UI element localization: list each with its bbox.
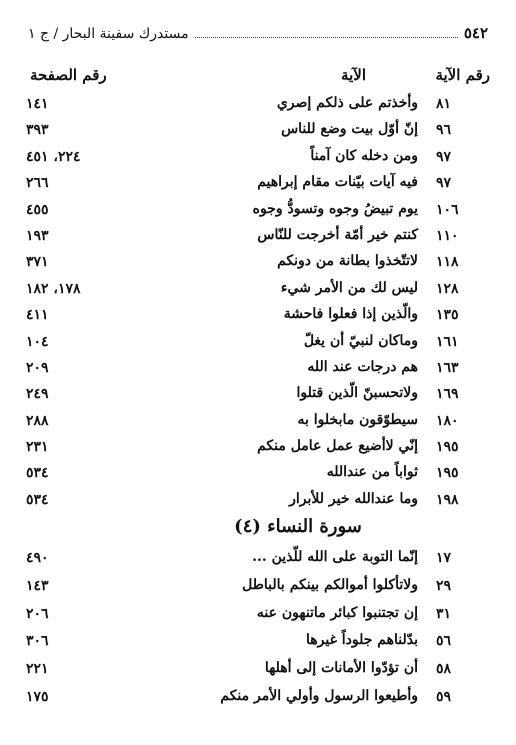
index-row	[26, 435, 490, 461]
aya-number: ٩٧	[436, 175, 452, 192]
index-row	[26, 546, 490, 574]
index-row	[26, 224, 490, 250]
index-row	[26, 488, 490, 514]
aya-number: ١١٨	[436, 254, 459, 271]
aya-header: الآية	[341, 66, 366, 84]
aya-text: أن تؤدّوا الأمانات إلى أهلها	[264, 660, 418, 677]
aya-text: ومن دخله كان آمناً	[310, 147, 418, 164]
page-references: ٢٨٨	[26, 412, 49, 429]
page-references: ١٧٨، ١٨٢	[26, 280, 81, 297]
aya-text: ليس لك من الأمر شيء	[280, 279, 418, 296]
page-references: ٢٣١	[26, 439, 49, 456]
index-row	[26, 198, 490, 224]
dotted-leader	[195, 25, 458, 38]
aya-number: ٨١	[436, 96, 452, 112]
aya-number: ١٢٨	[436, 280, 459, 297]
page-references: ١٤١	[26, 96, 49, 112]
aya-number: ٩٦	[436, 122, 452, 139]
index-row	[26, 629, 490, 657]
page-references: ٢٠٦	[26, 605, 49, 622]
aya-text: وأخذتم على ذلكم إصري	[276, 95, 418, 111]
aya-number: ٣١	[436, 605, 452, 622]
page-references: ٥٣٤	[26, 491, 49, 508]
aya-number: ١١٠	[436, 227, 459, 244]
index-row	[26, 250, 490, 276]
aya-text: ولاتأكلوا أموالكم بينكم بالباطل	[242, 576, 418, 593]
aya-text: إن تجتنبوا كبائر ماتنهون عنه	[256, 604, 418, 621]
aya-number: ١٣٥	[436, 307, 459, 324]
index-list-al-imran	[26, 92, 490, 514]
index-row	[26, 574, 490, 602]
page-references: ٢٤٩	[26, 386, 49, 403]
aya-number: ١٩٥	[436, 439, 459, 456]
aya-number-header: رقم الآية	[435, 66, 490, 84]
page-references: ١٩٣	[26, 227, 49, 244]
index-row	[26, 330, 490, 356]
aya-number: ١٦١	[436, 333, 459, 350]
page-references: ٤١١	[26, 307, 49, 324]
index-list-an-nisa	[26, 546, 490, 713]
page-references: ٢٦٦	[26, 175, 49, 192]
aya-number: ١٩٨	[436, 491, 459, 508]
page-references: ١٠٤	[26, 333, 49, 350]
aya-number: ٩٧	[436, 148, 452, 165]
aya-number: ١٨٠	[436, 412, 459, 429]
aya-number: ٥٦	[436, 633, 452, 650]
page-references: ٣٠٦	[26, 633, 49, 650]
aya-number: ٢٩	[436, 577, 452, 594]
surah-heading-text: سورة النساء (٤)	[234, 516, 362, 537]
running-header	[28, 24, 488, 46]
aya-text: وماكان لنبيّ أن يغلّ	[303, 332, 418, 349]
page-references: ١٧٥	[26, 688, 49, 705]
index-row	[26, 657, 490, 685]
index-row	[26, 145, 490, 171]
page-number: ٥٤٢	[463, 24, 488, 42]
page-references: ٢٠٩	[26, 359, 49, 376]
aya-text: إنّي لاأضيع عمل عامل منكم	[257, 438, 418, 455]
index-row	[26, 409, 490, 435]
page-references: ٤٩٠	[26, 550, 49, 566]
page-references: ٥٣٤	[26, 465, 49, 482]
aya-text: والّذين إذا فعلوا فاحشة	[283, 306, 418, 323]
page-references: ٢٢١	[26, 661, 49, 678]
aya-text: كنتم خير أمّة أخرجت للنّاس	[257, 226, 418, 243]
aya-number: ٥٩	[436, 688, 452, 705]
aya-text: فيه آيات بيّنات مقام إبراهيم	[257, 174, 418, 191]
aya-number: ١٩٥	[436, 465, 459, 482]
index-row	[26, 685, 490, 713]
index-row	[26, 92, 490, 118]
page-references: ٣٩٣	[26, 122, 49, 139]
aya-text: إنّ أوّل بيت وضع للناس	[281, 121, 418, 138]
aya-text: هم درجات عند الله	[307, 358, 418, 375]
aya-number: ٥٨	[436, 661, 452, 678]
column-headers	[26, 66, 490, 90]
surah-heading	[26, 516, 490, 546]
index-row	[26, 277, 490, 303]
index-row	[26, 118, 490, 144]
index-row	[26, 461, 490, 487]
index-row	[26, 602, 490, 630]
page-number-header: رقم الصفحة	[30, 66, 107, 84]
index-row	[26, 303, 490, 329]
aya-number: ١٧	[436, 550, 452, 566]
aya-text: يوم تبيضُ وجوه وتسودُّ وجوه	[252, 200, 418, 217]
page-references: ٣٧١	[26, 254, 49, 271]
aya-text: لاتتّخذوا بطانة من دونكم	[277, 253, 418, 270]
aya-text: بدّلناهم جلوداً غيرها	[305, 632, 418, 649]
aya-number: ١٦٣	[436, 359, 459, 376]
book-title: مستدرك سفينة البحار / ج ١	[28, 26, 189, 42]
aya-text: وأطيعوا الرسول وأولي الأمر منكم	[220, 687, 418, 704]
index-row	[26, 171, 490, 197]
aya-number: ١٦٩	[436, 386, 459, 403]
aya-number: ١٠٦	[436, 201, 459, 218]
aya-text: إنّما التوبة على الله للّذين ...	[252, 549, 418, 565]
page-references: ٢٢٤، ٤٥١	[26, 148, 81, 165]
aya-text: وما عندالله خير للأبرار	[289, 490, 418, 507]
page-references: ٤٥٥	[26, 201, 49, 218]
aya-text: ولاتحسبنّ الّذين قتلوا	[296, 385, 418, 402]
index-row	[26, 382, 490, 408]
index-row	[26, 356, 490, 382]
page-references: ١٤٣	[26, 577, 49, 594]
aya-text: سيطوّقون مابخلوا به	[297, 411, 418, 428]
aya-text: ثواباً من عندالله	[326, 464, 418, 481]
